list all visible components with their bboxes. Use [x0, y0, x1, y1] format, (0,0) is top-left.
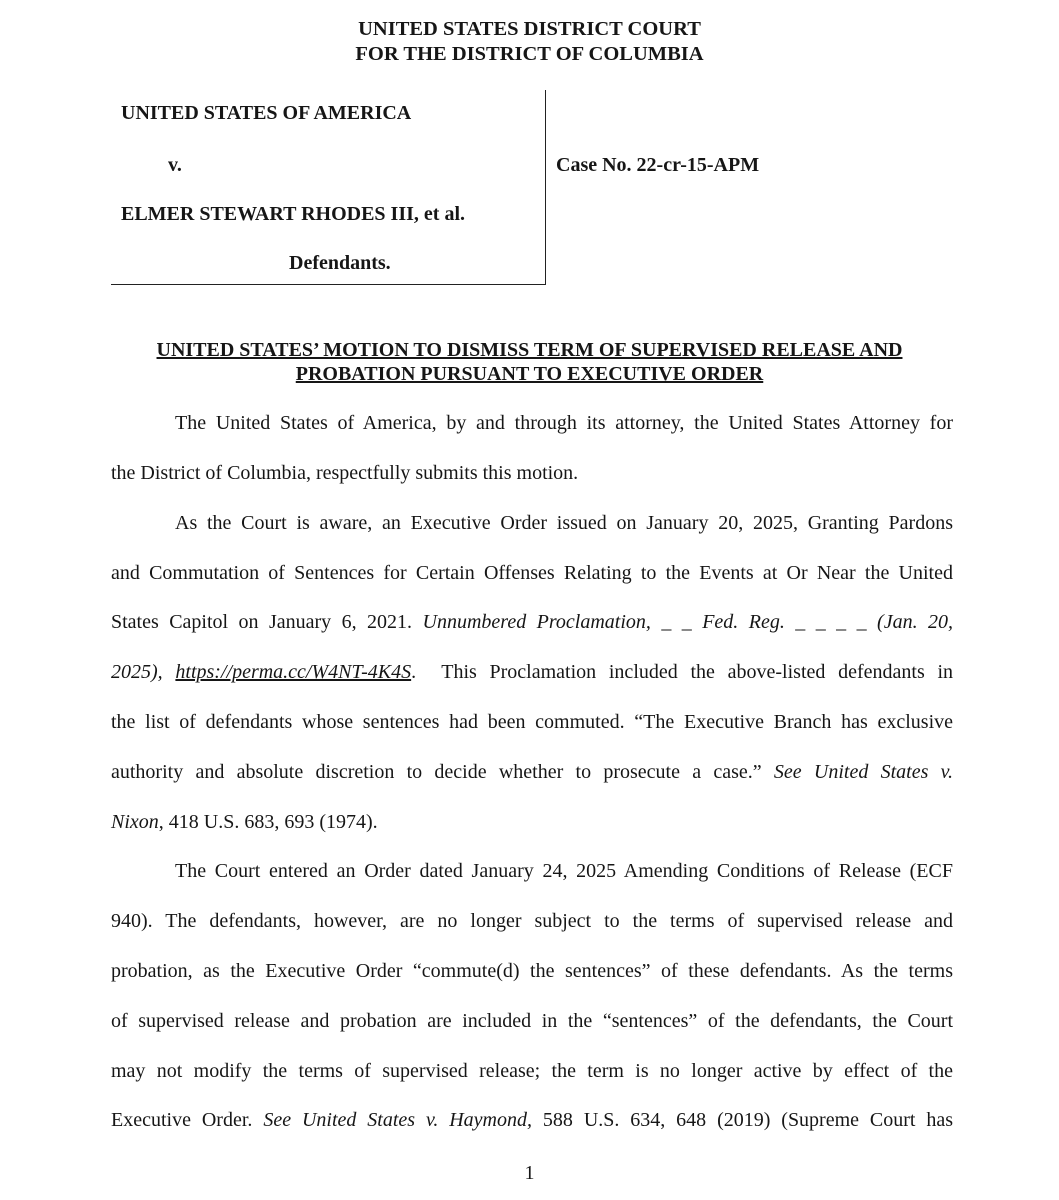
court-district: FOR THE DISTRICT OF COLUMBIA	[355, 43, 704, 65]
citation-proclamation: Unnumbered Proclamation, _ _ Fed. Reg. _ _ _ _ (Jan. 20,	[422, 611, 954, 633]
paragraph-2-line-4	[111, 660, 953, 684]
citation-year: 2025),	[111, 661, 163, 683]
paragraph-3-line-3: probation, as the Executive Order “commute(d) the sentences” of these defendants. As the terms	[111, 960, 953, 982]
case-caption	[111, 90, 546, 284]
perma-link[interactable]: https://perma.cc/W4NT-4K4S	[175, 661, 412, 683]
paragraph-2-line-3	[111, 610, 953, 634]
court-header	[0, 17, 1059, 67]
paragraph-2-line-5: the list of defendants whose sentences had been commuted. “The Executive Branch has exclusive	[111, 711, 953, 733]
period: .	[411, 661, 417, 683]
p2-text: This Proclamation included the above-listed defendants in	[441, 661, 954, 683]
p2-text: States Capitol on January 6, 2021.	[111, 611, 413, 633]
court-name: UNITED STATES DISTRICT COURT	[358, 18, 701, 40]
paragraph-3-line-6	[111, 1108, 953, 1132]
citation-haymond: See United States v. Haymond,	[263, 1109, 533, 1131]
p2-text: authority and absolute discretion to decide whether to prosecute a case.”	[111, 761, 762, 783]
paragraph-3-line-5: may not modify the terms of supervised release; the term is no longer active by effect of the	[111, 1060, 953, 1082]
motion-title-line-2: PROBATION PURSUANT TO EXECUTIVE ORDER	[295, 363, 764, 385]
p2-text: , 418 U.S. 683, 693 (1974).	[158, 811, 378, 833]
caption-defendants-label: Defendants.	[289, 252, 391, 274]
paragraph-1-line-2: the District of Columbia, respectfully submits this motion.	[111, 462, 579, 484]
caption-plaintiff: UNITED STATES OF AMERICA	[121, 102, 412, 124]
p3-text: Executive Order.	[111, 1109, 253, 1131]
paragraph-2-line-6	[111, 760, 953, 784]
page-number: 1	[524, 1162, 535, 1184]
caption-versus: v.	[168, 154, 182, 176]
paragraph-2-line-2: and Commutation of Sentences for Certain Offenses Relating to the Events at Or Near the United	[111, 562, 953, 584]
p3-text: 588 U.S. 634, 648 (2019) (Supreme Court has	[542, 1109, 954, 1131]
paragraph-1-line-1: The United States of America, by and through its attorney, the United States Attorney for	[175, 412, 953, 434]
paragraph-3-line-1: The Court entered an Order dated January 24, 2025 Amending Conditions of Release (ECF	[175, 860, 953, 882]
motion-title	[0, 338, 1059, 386]
caption-vertical-rule	[545, 90, 546, 284]
caption-horizontal-rule	[111, 284, 546, 285]
case-number: Case No. 22-cr-15-APM	[556, 154, 760, 176]
caption-defendant: ELMER STEWART RHODES III, et al.	[121, 203, 465, 225]
paragraph-3-line-2: 940). The defendants, however, are no longer subject to the terms of supervised release and	[111, 910, 953, 932]
citation-nixon: See United States v.	[773, 761, 954, 783]
paragraph-3-line-4: of supervised release and probation are included in the “sentences” of the defendants, the Court	[111, 1010, 953, 1032]
case-name-nixon: Nixon	[111, 811, 159, 833]
motion-title-line-1: UNITED STATES’ MOTION TO DISMISS TERM OF SUPERVISED RELEASE AND	[156, 339, 903, 361]
paragraph-2-line-7	[111, 810, 953, 834]
paragraph-2-line-1: As the Court is aware, an Executive Order issued on January 20, 2025, Granting Pardons	[175, 512, 953, 534]
